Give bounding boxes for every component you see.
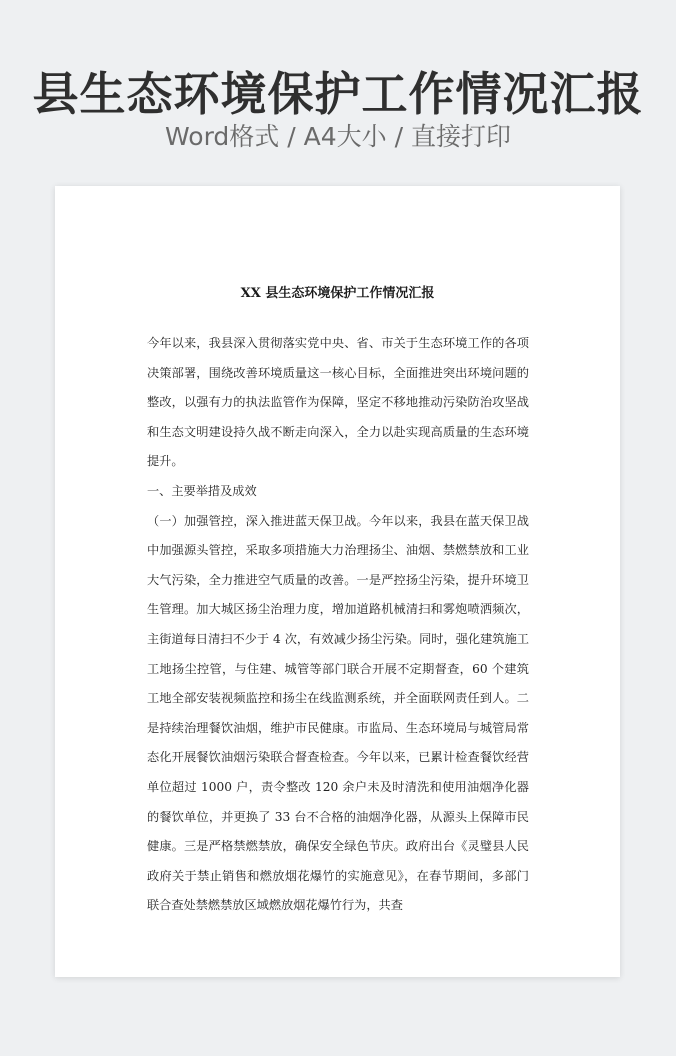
subsection-paragraph: （一）加强管控，深入推进蓝天保卫战。今年以来，我县在蓝天保卫战中加强源头管控，采取多项措施大力治理扬尘、油烟、禁燃禁放和工业大气污染，全力推进空气质量的改善。一是严控扬尘污染，提升环境卫生管理。加大城区扬尘治理力度，增加道路机械清扫和雾炮喷洒频次，主街道每日清扫不少于 4 次，有效减少扬尘污染。同时，强化建筑施工工地扬尘控管，与住建、城管等部门联合开展不定期督查，60 个建筑工地全部安装视频监控和扬尘在线监测系统，并全面联网责任到人。二是持续治理餐饮油烟，维护市民健康。市监局、生态环境局与城管局常态化开展餐饮油烟污染联合督查检查。今年以来，已累计检查餐饮经营单位超过 1000 户，责令整改 120 余户未及时清洗和使用油烟净化器的餐饮单位，并更换了 33 台不合格的油烟净化器，从源头上保障市民健康。三是严格禁燃禁放，确保安全绿色节庆。政府出台《灵璧县人民政府关于禁止销售和燃放烟花爆竹的实施意见》，在春节期间，多部门联合查处禁燃禁放区域燃放烟花爆竹行为，共查 <box>147 513 529 913</box>
intro-paragraph: 今年以来，我县深入贯彻落实党中央、省、市关于生态环境工作的各项决策部署，围绕改善环境质量这一核心目标，全面推进突出环境问题的整改，以强有力的执法监管作为保障，坚定不移地推动污染防治攻坚战和生态文明建设持久战不断走向深入，全力以赴实现高质量的生态环境提升。 <box>147 336 529 469</box>
document-title: XX 县生态环境保护工作情况汇报 <box>240 286 435 301</box>
document-body <box>147 329 529 921</box>
page-subtitle: Word格式 / A4大小 / 直接打印 <box>165 122 511 151</box>
section-heading: 一、主要举措及成效 <box>147 483 257 498</box>
document-page <box>55 186 620 977</box>
page-title: 县生态环境保护工作情况汇报 <box>32 67 644 121</box>
